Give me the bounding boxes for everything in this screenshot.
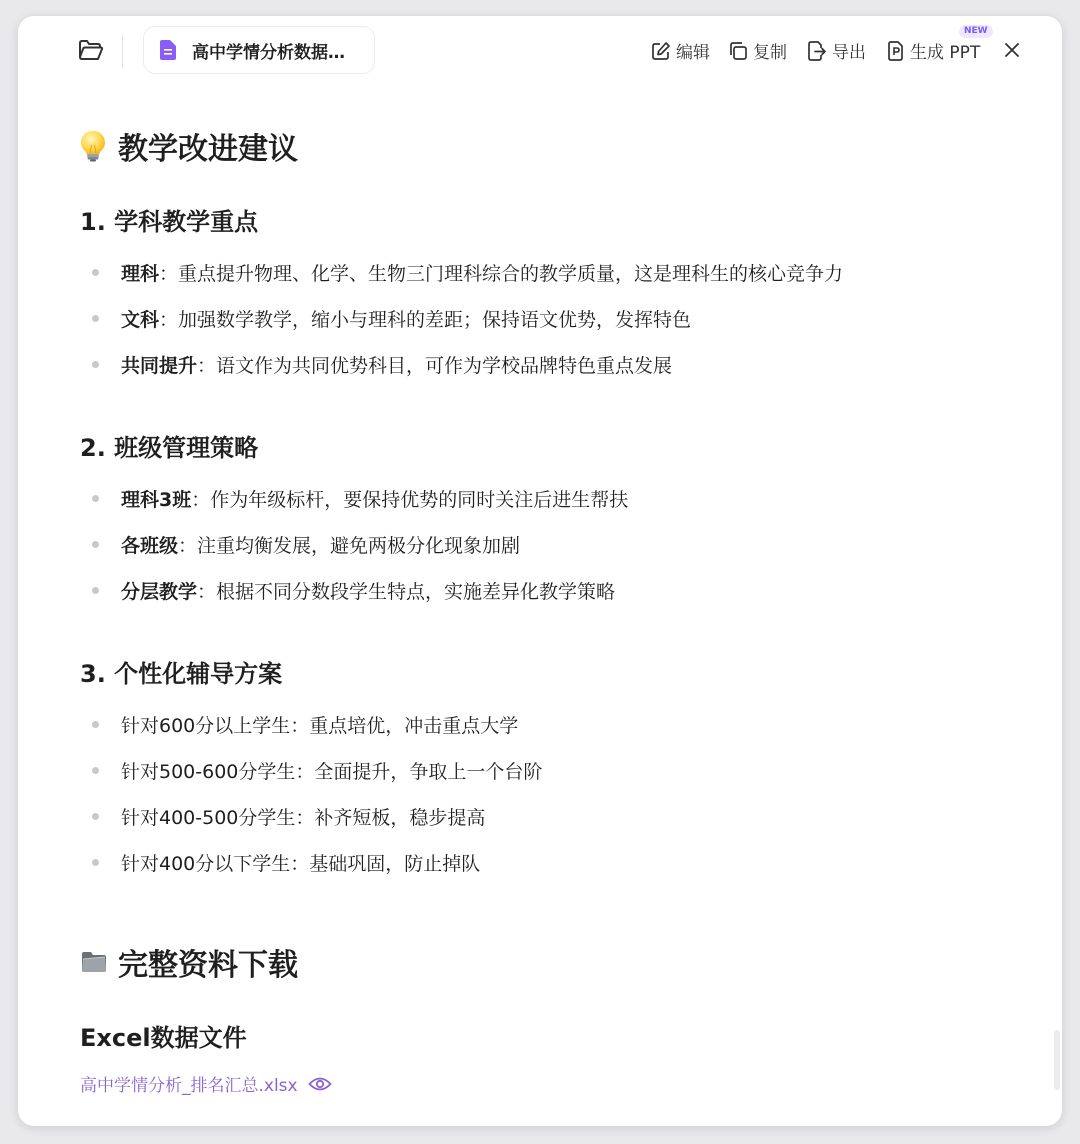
item-text: 注重均衡发展，避免两极分化现象加剧 [197,535,521,557]
item-text: 根据不同分数段学生特点，实施差异化教学策略 [216,581,616,603]
edit-icon [651,41,671,61]
bullet [92,721,99,728]
toolbar-divider [122,34,123,68]
section-title: 教学改进建议 [118,132,298,167]
list-item [80,531,520,558]
list-item [80,351,672,378]
bullet [92,587,99,594]
item-label: 理科 [121,263,160,285]
document-window [18,16,1062,1126]
toolbar [18,16,1062,84]
edit-label: 编辑 [676,43,710,63]
bullet [92,859,99,866]
subheading-tutoring-plan: 3. 个性化辅导方案 [80,660,283,688]
bullet [92,361,99,368]
item-text: 加强数学教学，缩小与理科的差距；保持语文优势，发挥特色 [178,309,692,331]
document-icon [160,40,176,60]
export-label: 导出 [832,43,866,63]
item-text: 针对400分以下学生：基础巩固，防止掉队 [121,853,481,875]
item-label: 共同提升 [121,355,198,377]
item-separator: ： [159,309,179,331]
generate-ppt-button[interactable] [887,38,980,63]
document-title: 高中学情分析数据… [192,42,345,63]
list-item [80,577,615,604]
bullet [92,315,99,322]
new-badge: NEW [959,25,993,38]
item-text: 语文作为共同优势科目，可作为学校品牌特色重点发展 [216,355,673,377]
ppt-label: 生成 PPT [910,43,981,63]
item-label: 理科3班 [121,489,192,511]
item-text: 重点提升物理、化学、生物三门理科综合的教学质量，这是理科生的核心竞争力 [178,263,844,285]
ppt-icon [887,41,905,61]
item-label: 分层教学 [121,581,198,603]
list-item [80,711,518,738]
item-separator: ： [197,355,217,377]
lightbulb-icon [80,130,106,162]
folder-open-icon[interactable] [78,38,106,64]
subheading-excel-files: Excel数据文件 [80,1024,247,1052]
item-separator: ： [197,581,217,603]
excel-file-link[interactable] [80,1071,332,1096]
bullet [92,541,99,548]
file-name: 高中学情分析_排名汇总.xlsx [80,1076,298,1096]
copy-label: 复制 [753,43,787,63]
eye-icon[interactable] [308,1076,332,1092]
copy-icon [728,41,748,61]
item-text: 针对400-500分学生：补齐短板，稳步提高 [121,807,486,829]
list-item [80,305,691,332]
bullet [92,269,99,276]
list-item [80,803,485,830]
close-icon[interactable] [1002,40,1022,60]
section-heading-download [80,940,298,984]
item-separator: ： [178,535,198,557]
item-text: 作为年级标杆，要保持优势的同时关注后进生帮扶 [210,489,629,511]
scrollbar[interactable] [1054,1030,1060,1090]
item-label: 文科 [121,309,160,331]
item-label: 各班级 [121,535,179,557]
list-item [80,757,542,784]
section-heading-teaching-improvement [80,124,298,168]
document-tab[interactable] [143,26,375,74]
list-item [80,485,628,512]
export-button[interactable] [807,38,866,63]
bullet [92,495,99,502]
subheading-class-management: 2. 班级管理策略 [80,434,259,462]
item-text: 针对500-600分学生：全面提升，争取上一个台阶 [121,761,543,783]
edit-button[interactable] [651,38,710,63]
copy-button[interactable] [728,38,787,63]
export-icon [807,41,827,61]
item-separator: ： [159,263,179,285]
bullet [92,813,99,820]
list-item [80,849,480,876]
file-folder-icon [80,948,108,976]
subheading-subject-focus: 1. 学科教学重点 [80,208,259,236]
section-title: 完整资料下载 [118,948,298,983]
bullet [92,767,99,774]
item-separator: ： [191,489,211,511]
list-item [80,259,843,286]
item-text: 针对600分以上学生：重点培优，冲击重点大学 [121,715,519,737]
